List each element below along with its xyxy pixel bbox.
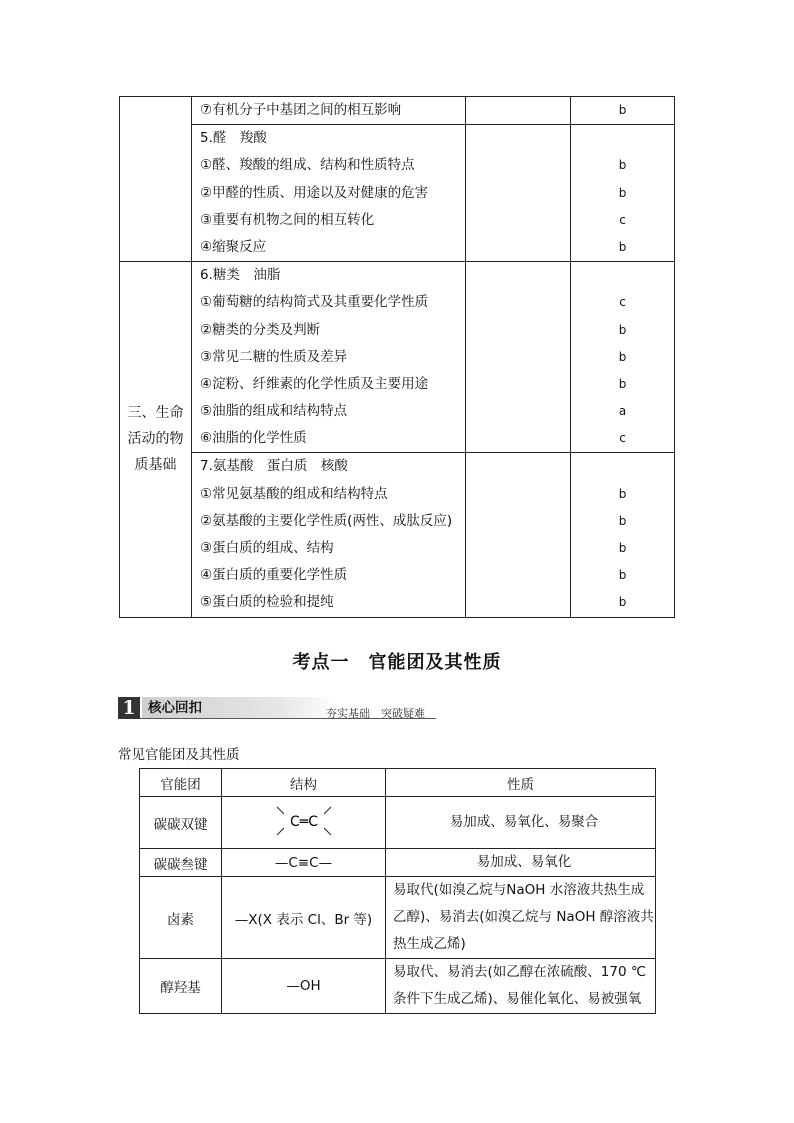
level-value xyxy=(571,125,674,152)
column-header: 性质 xyxy=(386,769,656,797)
level-value: b xyxy=(618,513,627,528)
table-row xyxy=(140,797,656,849)
topic-cell xyxy=(192,453,466,617)
level-value xyxy=(571,453,674,480)
level-value: b xyxy=(618,103,627,117)
level-cell xyxy=(571,262,675,453)
structure-cell: —X(X 表示 Cl、Br 等) xyxy=(222,877,386,959)
topic-line: ④缩聚反应 xyxy=(200,238,267,255)
blank-cell xyxy=(466,453,571,617)
blank-cell xyxy=(466,125,571,262)
level-value: b xyxy=(618,376,627,391)
category-cell xyxy=(120,97,192,262)
structure-cell: —OH xyxy=(222,959,386,1014)
level-value xyxy=(571,262,674,289)
property-cell: 易取代、易消去(如乙醇在浓硫酸、170 ℃条件下生成乙烯)、易催化氧化、易被强氧 xyxy=(386,959,656,1014)
table-row xyxy=(140,959,656,1014)
intro-text: 常见官能团及其性质 xyxy=(118,747,240,763)
topic-line: ③蛋白质的组成、结构 xyxy=(200,540,334,556)
topic-heading: 6.糖类 油脂 xyxy=(200,267,281,284)
banner-number: 1 xyxy=(118,697,140,719)
property-cell: 易取代(如溴乙烷与NaOH 水溶液共热生成乙醇)、易消去(如溴乙烷与 NaOH 醇溶液共热生成乙烯) xyxy=(386,877,656,959)
table-row xyxy=(140,877,656,959)
level-value: b xyxy=(618,349,627,364)
topic-cell xyxy=(192,97,466,125)
group-name: 碳碳叁键 xyxy=(140,849,222,877)
topic-heading: 5.醛 羧酸 xyxy=(200,130,267,147)
banner-rule xyxy=(140,718,436,719)
topic-heading: 7.氨基酸 蛋白质 核酸 xyxy=(200,458,348,475)
level-value: b xyxy=(618,541,627,555)
topic-cell xyxy=(192,125,466,262)
section-banner xyxy=(118,697,436,721)
level-value: c xyxy=(619,212,626,227)
column-header: 结构 xyxy=(222,769,386,797)
table-row xyxy=(120,453,675,617)
level-cell xyxy=(571,125,675,262)
group-name: 碳碳双键 xyxy=(140,797,222,849)
table-header-row xyxy=(140,769,656,797)
topic-line: ②糖类的分类及判断 xyxy=(200,321,321,338)
level-value: b xyxy=(618,486,627,501)
topic-line: ①常见氨基酸的组成和结构特点 xyxy=(200,485,388,502)
banner-label: 核心回扣 xyxy=(142,697,338,719)
level-value: b xyxy=(618,322,627,337)
topic-cell xyxy=(192,262,466,453)
double-bond-structure-icon xyxy=(269,798,339,844)
category-cell xyxy=(120,262,192,617)
structure-label: C═C xyxy=(289,813,318,830)
property-cell: 易加成、易氧化 xyxy=(386,849,656,877)
table-row xyxy=(120,125,675,262)
structure-cell xyxy=(222,797,386,849)
level-cell xyxy=(571,453,675,617)
topic-line: ②甲醛的性质、用途以及对健康的危害 xyxy=(200,184,429,201)
topic-line: ②氨基酸的主要化学性质(两性、成肽反应) xyxy=(200,512,453,529)
level-value: b xyxy=(618,568,627,583)
level-value: b xyxy=(618,595,627,610)
property-cell: 易加成、易氧化、易聚合 xyxy=(386,797,656,849)
group-name: 醇羟基 xyxy=(140,959,222,1014)
level-value: a xyxy=(618,404,627,419)
category-line: 质基础 xyxy=(134,457,177,474)
curriculum-table xyxy=(119,96,675,618)
column-header: 官能团 xyxy=(140,769,222,797)
group-name: 卤素 xyxy=(140,877,222,959)
structure-cell: —C≡C— xyxy=(222,849,386,877)
level-value: b xyxy=(618,239,627,254)
topic-line: ①醛、羧酸的组成、结构和性质特点 xyxy=(200,157,415,174)
topic-line: ③重要有机物之间的相互转化 xyxy=(200,211,375,228)
banner-subtitle: 夯实基础 突破疑难 xyxy=(326,707,425,720)
topic-line: ⑦有机分子中基团之间的相互影响 xyxy=(200,102,402,118)
table-row xyxy=(140,849,656,877)
category-line: 活动的物 xyxy=(127,431,184,448)
section-title: 考点一 官能团及其性质 xyxy=(292,652,502,673)
level-value: c xyxy=(619,431,626,446)
level-value: c xyxy=(619,295,626,310)
topic-line: ⑤油脂的组成和结构特点 xyxy=(200,403,348,420)
category-line: 三、生命 xyxy=(127,405,184,422)
topic-line: ⑥油脂的化学性质 xyxy=(200,430,307,447)
blank-cell xyxy=(466,262,571,453)
level-value: b xyxy=(618,185,627,200)
topic-line: ①葡萄糖的结构简式及其重要化学性质 xyxy=(200,294,429,311)
functional-group-table xyxy=(139,768,656,1014)
topic-line: ④蛋白质的重要化学性质 xyxy=(200,567,348,584)
table-row xyxy=(120,262,675,453)
topic-line: ③常见二糖的性质及差异 xyxy=(200,348,348,365)
level-cell xyxy=(571,97,675,125)
level-value: b xyxy=(618,158,627,173)
blank-cell xyxy=(466,97,571,125)
topic-line: ④淀粉、纤维素的化学性质及主要用途 xyxy=(200,375,429,392)
topic-line: ⑤蛋白质的检验和提纯 xyxy=(200,594,334,611)
table-row xyxy=(120,97,675,125)
